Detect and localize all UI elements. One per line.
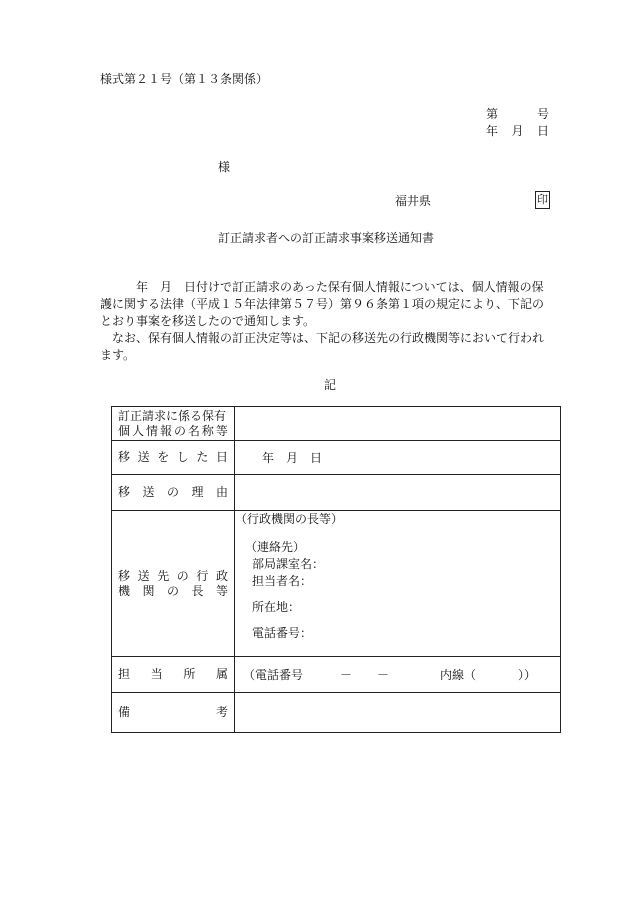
row-label-remarks: 備 考 (112, 693, 235, 733)
row-label-transfer-reason: 移 送 の 理 由 (112, 475, 235, 511)
destination-dept: 部局課室名： (252, 557, 325, 571)
department-phone-dash-1: － (340, 668, 353, 682)
department-extension-close: ）） (518, 668, 537, 682)
row-value-transfer-date: 年 月 日 (235, 441, 561, 475)
table-row-transfer-reason (112, 475, 561, 511)
row-label-info-name-line2: 個 人 情 報 の 名 称 等 (118, 423, 228, 438)
addressee-honorific: 様 (218, 160, 231, 174)
destination-contact: （連絡先） (245, 540, 306, 554)
ki-heading: 記 (324, 378, 337, 392)
sender-name: 福井県 (395, 194, 432, 208)
document-number: 第 号 (486, 107, 549, 121)
table-row-department (112, 657, 561, 693)
department-phone-label: （電話番号 (243, 668, 304, 682)
row-value-transfer-reason (235, 475, 561, 511)
row-label-department: 担 当 所 属 (112, 657, 235, 693)
row-value-remarks (235, 693, 561, 733)
form-number: 様式第２１号（第１３条関係） (100, 72, 269, 86)
table-row-destination (112, 511, 561, 657)
body-text (100, 279, 552, 364)
destination-person: 担当者名： (252, 574, 313, 588)
row-value-department (235, 657, 561, 693)
row-label-destination: 移 送 先 の 行 政 機 関 の 長 等 (112, 511, 235, 657)
destination-address: 所在地： (252, 600, 301, 614)
row-value-destination (235, 511, 561, 657)
department-extension-label: 内線（ (440, 668, 477, 682)
document-date: 年 月 日 (486, 124, 549, 138)
destination-agency: （行政機関の長等） (235, 512, 344, 526)
document-title: 訂正請求者への訂正請求事案移送通知書 (218, 231, 435, 245)
row-label-info-name: 訂正請求に係る保有 個 人 情 報 の 名 称 等 (112, 407, 235, 441)
table-row-info-name (112, 407, 561, 441)
row-value-info-name (235, 407, 561, 441)
row-label-transfer-date: 移 送 を し た 日 (112, 441, 235, 475)
transfer-details-table (111, 406, 561, 733)
table-row-remarks (112, 693, 561, 733)
seal-mark: 印 (535, 191, 550, 209)
destination-phone: 電話番号： (252, 626, 313, 640)
body-paragraph-1: 年 月 日付けで訂正請求のあった保有個人情報については、個人情報の保護に関する法律（平成１５年法律第５７号）第９６条第１項の規定により、下記のとおり事案を移送したので通知します。 (100, 280, 545, 328)
department-phone-dash-2: － (377, 668, 390, 682)
table-row-transfer-date (112, 441, 561, 475)
body-paragraph-2: なお、保有個人情報の訂正決定等は、下記の移送先の行政機関等において行われます。 (100, 331, 545, 362)
